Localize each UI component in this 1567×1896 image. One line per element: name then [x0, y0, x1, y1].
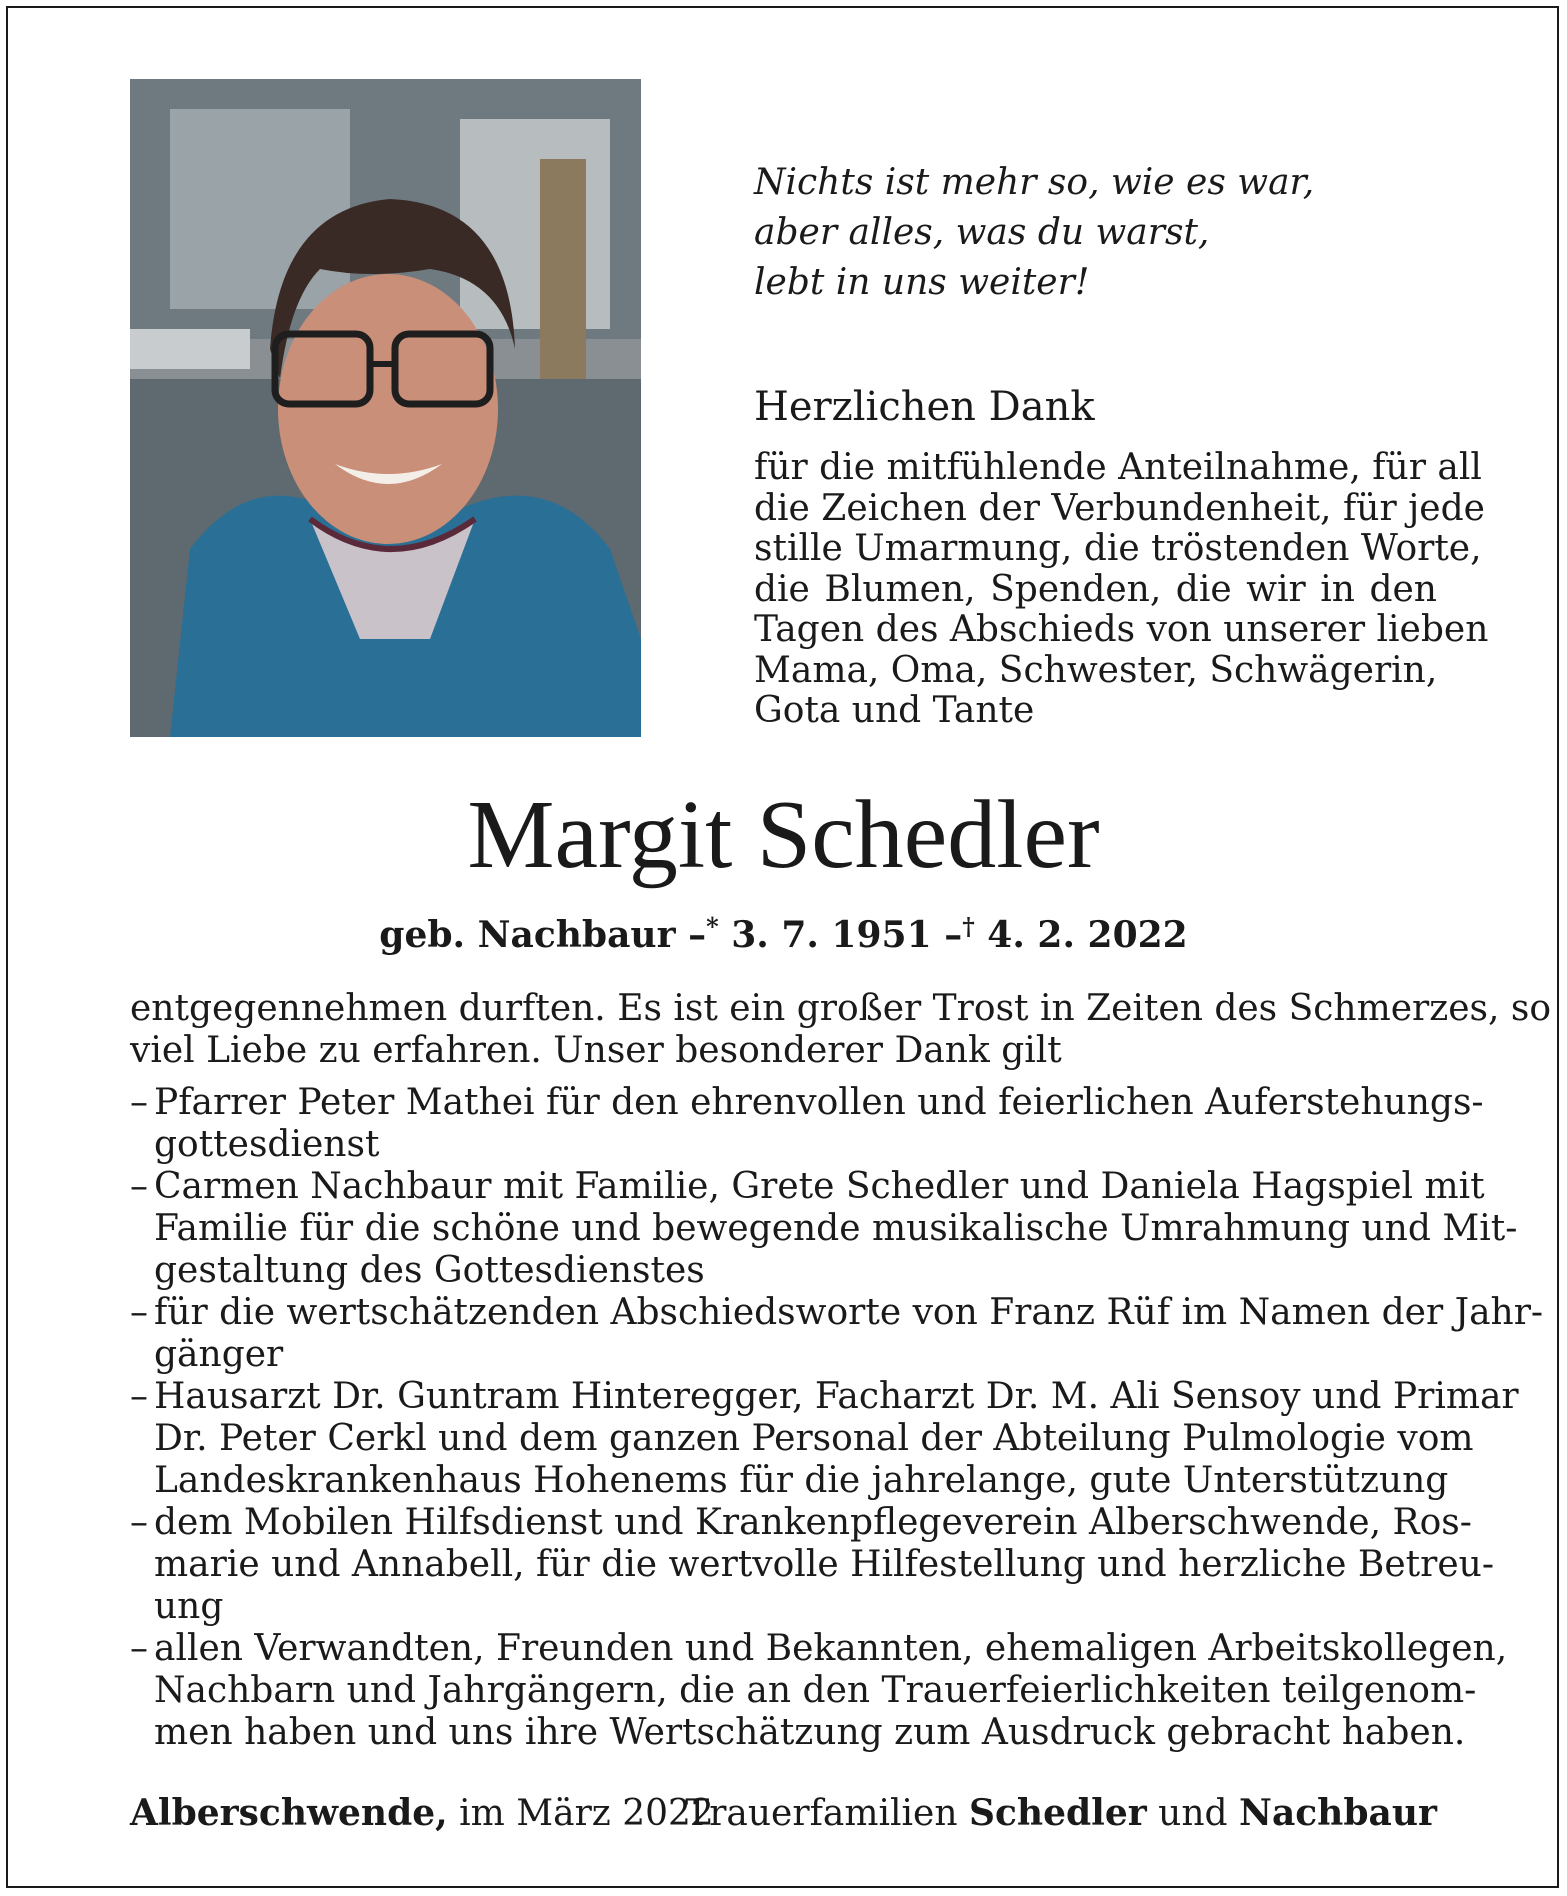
place-date	[130, 1790, 714, 1837]
text-line: gottesdienst	[154, 1124, 380, 1165]
thanks-paragraph	[754, 447, 1489, 732]
death-date: 4. 2. 2022	[987, 914, 1188, 956]
thanks-heading: Herzlichen Dank	[754, 384, 1095, 430]
list-dash: –	[130, 1502, 148, 1543]
birth-date: 3. 7. 1951	[731, 914, 932, 956]
text-line: gänger	[154, 1334, 284, 1375]
text-line: gestaltung des Gottesdienstes	[154, 1250, 705, 1291]
text-line: entgegennehmen durften. Es ist ein großer Trost in Zeiten des Schmerzes, so	[130, 988, 1552, 1029]
text-line: Carmen Nachbaur mit Familie, Grete Schedler und Daniela Hagspiel mit	[154, 1166, 1485, 1207]
place: Alberschwende,	[130, 1792, 448, 1834]
list-item	[130, 1628, 1508, 1754]
text-line: Dr. Peter Cerkl und dem ganzen Personal der Abteilung Pulmologie vom	[154, 1418, 1474, 1459]
list-dash: –	[130, 1376, 148, 1417]
separator-dash: –	[944, 914, 963, 956]
text-line: men haben und uns ihre Wertschätzung zum Ausdruck gebracht haben.	[154, 1712, 1466, 1753]
date: im März 2022	[459, 1793, 714, 1834]
intro-paragraph	[130, 988, 1552, 1072]
families-label: Trauerfamilien	[685, 1793, 958, 1834]
thanks-line: für die mitfühlende Anteilnahme, für all	[754, 447, 1482, 488]
family-signature	[685, 1790, 1437, 1837]
list-dash: –	[130, 1292, 148, 1333]
poem-line: aber alles, was du warst,	[754, 212, 1210, 253]
list-item	[130, 1166, 1518, 1292]
poem-line: lebt in uns weiter!	[754, 262, 1090, 303]
list-dash: –	[130, 1628, 148, 1669]
list-item	[130, 1502, 1494, 1628]
list-item	[130, 1292, 1544, 1376]
text-line: allen Verwandten, Freunden und Bekannten, ehemaligen Arbeitskollegen,	[154, 1628, 1508, 1669]
thanks-line: Tagen des Abschieds von unserer lieben	[754, 609, 1489, 650]
list-dash: –	[130, 1166, 148, 1207]
text-line: dem Mobilen Hilfsdienst und Krankenpflegeverein Alberschwende, Ros-	[154, 1502, 1472, 1543]
signature-footer	[130, 1790, 1437, 1836]
life-dates	[0, 904, 1567, 958]
acknowledgement-text	[130, 988, 1552, 1754]
thanks-line: stille Umarmung, die tröstenden Worte,	[754, 528, 1482, 569]
text-line: marie und Annabell, für die wertvolle Hilfestellung und herzliche Betreu-	[154, 1544, 1494, 1585]
portrait-photo	[130, 79, 641, 737]
list-item	[130, 1082, 1484, 1166]
text-line: ung	[154, 1586, 224, 1627]
died-symbol: †	[962, 912, 975, 941]
poem-line: Nichts ist mehr so, wie es war,	[754, 162, 1315, 203]
thanks-line: die Zeichen der Verbundenheit, für jede	[754, 487, 1485, 529]
text-line: Pfarrer Peter Mathei für den ehrenvollen und feierlichen Auferstehungs-	[154, 1082, 1484, 1123]
birth-name: geb. Nachbaur	[379, 914, 676, 956]
text-line: viel Liebe zu erfahren. Unser besonderer Dank gilt	[130, 1030, 1062, 1071]
separator-dash: –	[688, 914, 707, 956]
family-name: Nachbaur	[1239, 1792, 1437, 1834]
memorial-poem	[754, 158, 1314, 308]
list-dash: –	[130, 1082, 148, 1123]
born-symbol: *	[706, 912, 719, 941]
deceased-name: Margit Schedler	[467, 781, 1100, 889]
conjunction: und	[1158, 1793, 1228, 1834]
text-line: Landeskrankenhaus Hohenems für die jahrelange, gute Unterstützung	[154, 1460, 1449, 1501]
thanks-line: Gota und Tante	[754, 690, 1035, 731]
text-line: für die wertschätzenden Abschiedsworte von Franz Rüf im Namen der Jahr-	[154, 1292, 1544, 1333]
text-line: Familie für die schöne und bewegende musikalische Umrahmung und Mit-	[154, 1208, 1518, 1249]
list-item	[130, 1376, 1519, 1502]
family-name: Schedler	[968, 1792, 1147, 1834]
thanks-line: die Blumen, Spenden, die wir in den	[754, 568, 1437, 610]
text-line: Nachbarn und Jahrgängern, die an den Trauerfeierlichkeiten teilgenom-	[154, 1670, 1477, 1711]
text-line: Hausarzt Dr. Guntram Hinteregger, Facharzt Dr. M. Ali Sensoy und Primar	[154, 1376, 1519, 1417]
thanks-line: Mama, Oma, Schwester, Schwägerin,	[754, 649, 1438, 691]
